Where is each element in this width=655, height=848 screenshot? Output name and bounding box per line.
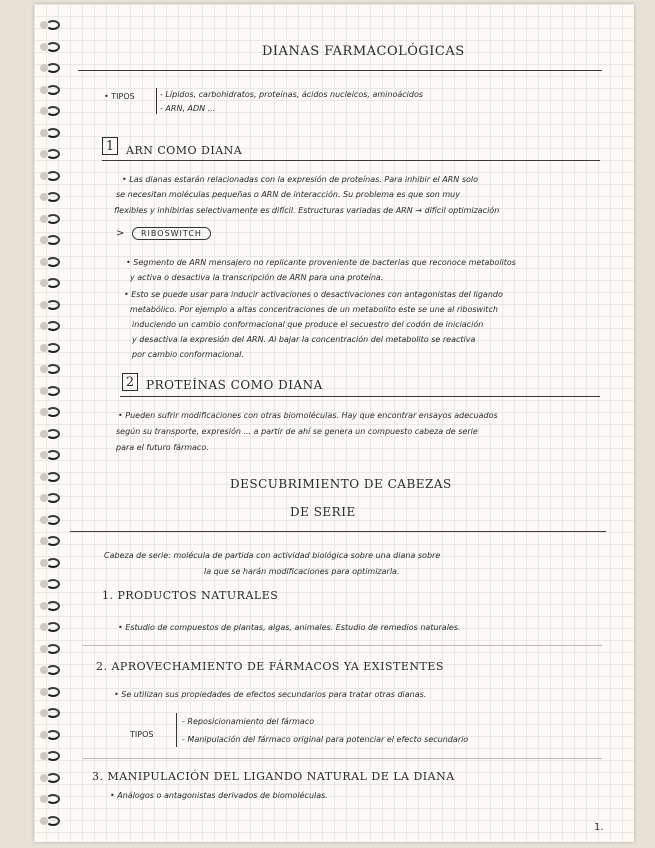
spiral-ring [46, 278, 60, 288]
section-2-title: PROTEÍNAS COMO DIANA [146, 378, 323, 392]
spiral-ring [46, 622, 60, 632]
grid-paper [34, 4, 634, 842]
section-1-bullet-2-line-7: por cambio conformacional. [132, 350, 244, 359]
item-2-tipos-label: TIPOS [130, 730, 154, 739]
spiral-ring [46, 816, 60, 826]
title-underline [78, 70, 602, 71]
item-2-title: 2. APROVECHAMIENTO DE FÁRMACOS YA EXISTENTES [96, 660, 444, 673]
spiral-ring [46, 558, 60, 568]
section-1-bullet-2-line-6: y desactiva la expresión del ARN. Al bajar la concentración del metabolito se reactiva [132, 335, 476, 344]
spiral-ring [46, 42, 60, 52]
item-3-line: • Análogos o antagonistas derivados de biomoléculas. [110, 791, 328, 800]
section-1-bullet-1-line-2: se necesitan moléculas pequeñas o ARN de interacción. Su problema es que son muy [116, 190, 460, 199]
tipos-label: • TIPOS [104, 92, 135, 101]
spiral-ring [46, 493, 60, 503]
section-1-bullet-2-line-2: y activa o desactiva la transcripción de ARN para una proteína. [130, 273, 384, 282]
spiral-ring [46, 106, 60, 116]
riboswitch-pill: RIBOSWITCH [132, 227, 211, 240]
spiral-ring [46, 364, 60, 374]
spiral-ring [46, 730, 60, 740]
section-2-bullet-line-2: según su transporte, expresión ... a partir de ahí se genera un compuesto cabeza de serie [116, 427, 478, 436]
riboswitch-arrow: > [116, 228, 125, 239]
section-1-bullet-2-line-3: • Esto se puede usar para inducir activaciones o desactivaciones con antagonistas del ligando [124, 290, 503, 299]
discovery-underline [70, 531, 606, 532]
spiral-ring [46, 644, 60, 654]
item-1-line: • Estudio de compuestos de plantas, algas, animales. Estudio de remedios naturales. [118, 623, 461, 632]
spiral-ring [46, 601, 60, 611]
spiral-ring [46, 687, 60, 697]
spiral-ring [46, 128, 60, 138]
section-1-bullet-2-line-4: metabólico. Por ejemplo a altas concentraciones de un metabolito este se une al riboswitch [130, 305, 498, 314]
section-1-number: 1 [102, 137, 118, 155]
section-1-bullet-1-line-3: flexibles y inhibirlas selectivamente es difícil. Estructuras variadas de ARN → difícil optimización [114, 206, 500, 215]
discovery-intro-line-1: Cabeza de serie: molécula de partida con actividad biológica sobre una diana sobre [104, 551, 441, 560]
tipos-brace [156, 88, 157, 114]
page-number: 1. [594, 822, 604, 833]
spiral-ring [46, 63, 60, 73]
item-1-title: 1. PRODUCTOS NATURALES [102, 589, 279, 602]
section-2-bullet-line-1: • Pueden sufrir modificaciones con otras biomoléculas. Hay que encontrar ensayos adecuados [118, 411, 498, 420]
tipos-line-2: - ARN, ADN ... [160, 104, 216, 113]
spiral-ring [46, 450, 60, 460]
spiral-ring [46, 235, 60, 245]
section-1-bullet-1-line-1: • Las dianas estarán relacionadas con la expresión de proteínas. Para inhibir el ARN solo [122, 175, 479, 184]
spiral-ring [46, 751, 60, 761]
section-2-bullet-line-3: para el futuro fármaco. [116, 443, 209, 452]
item-1-separator [82, 645, 602, 646]
section-1-bullet-2-line-5: induciendo un cambio conformacional que produce el secuestro del codón de iniciación [132, 320, 484, 329]
page-title: DIANAS FARMACOLÓGICAS [262, 44, 465, 59]
discovery-title-line-1: DESCUBRIMIENTO DE CABEZAS [230, 477, 452, 491]
discovery-intro-line-2: la que se harán modificaciones para optimizarla. [204, 567, 400, 576]
section-1-bullet-2-line-1: • Segmento de ARN mensajero no replicante proveniente de bacterias que reconoce metabolitos [126, 258, 516, 267]
item-2-tipo-2: - Manipulación del fármaco original para potenciar el efecto secundario [182, 735, 469, 744]
spiral-ring [46, 472, 60, 482]
spiral-ring [46, 536, 60, 546]
spiral-ring [46, 85, 60, 95]
spiral-ring [46, 579, 60, 589]
spiral-ring [46, 343, 60, 353]
spiral-ring [46, 321, 60, 331]
tipos-line-1: - Lípidos, carbohidratos, proteínas, ácidos nucleicos, aminoácidos [160, 90, 424, 99]
spiral-ring [46, 515, 60, 525]
spiral-ring [46, 407, 60, 417]
spiral-ring [46, 429, 60, 439]
item-2-tipos-brace [176, 713, 177, 747]
item-2-tipo-1: - Reposicionamiento del fármaco [182, 717, 315, 726]
spiral-ring [46, 773, 60, 783]
spiral-ring [46, 708, 60, 718]
spiral-ring [46, 214, 60, 224]
item-2-line: • Se utilizan sus propiedades de efectos secundarios para tratar otras dianas. [114, 690, 427, 699]
section-1-underline [102, 160, 600, 161]
spiral-ring [46, 257, 60, 267]
spiral-ring [46, 300, 60, 310]
spiral-ring [46, 20, 60, 30]
spiral-ring [46, 149, 60, 159]
section-2-underline [120, 396, 600, 397]
discovery-title-line-2: DE SERIE [290, 505, 356, 519]
spiral-ring [46, 794, 60, 804]
spiral-ring [46, 171, 60, 181]
item-3-title: 3. MANIPULACIÓN DEL LIGANDO NATURAL DE LA DIANA [92, 770, 455, 783]
spiral-ring [46, 386, 60, 396]
item-2-separator [82, 758, 602, 759]
spiral-ring [46, 192, 60, 202]
section-1-title: ARN COMO DIANA [126, 144, 243, 157]
section-2-number: 2 [122, 373, 138, 391]
spiral-ring [46, 665, 60, 675]
